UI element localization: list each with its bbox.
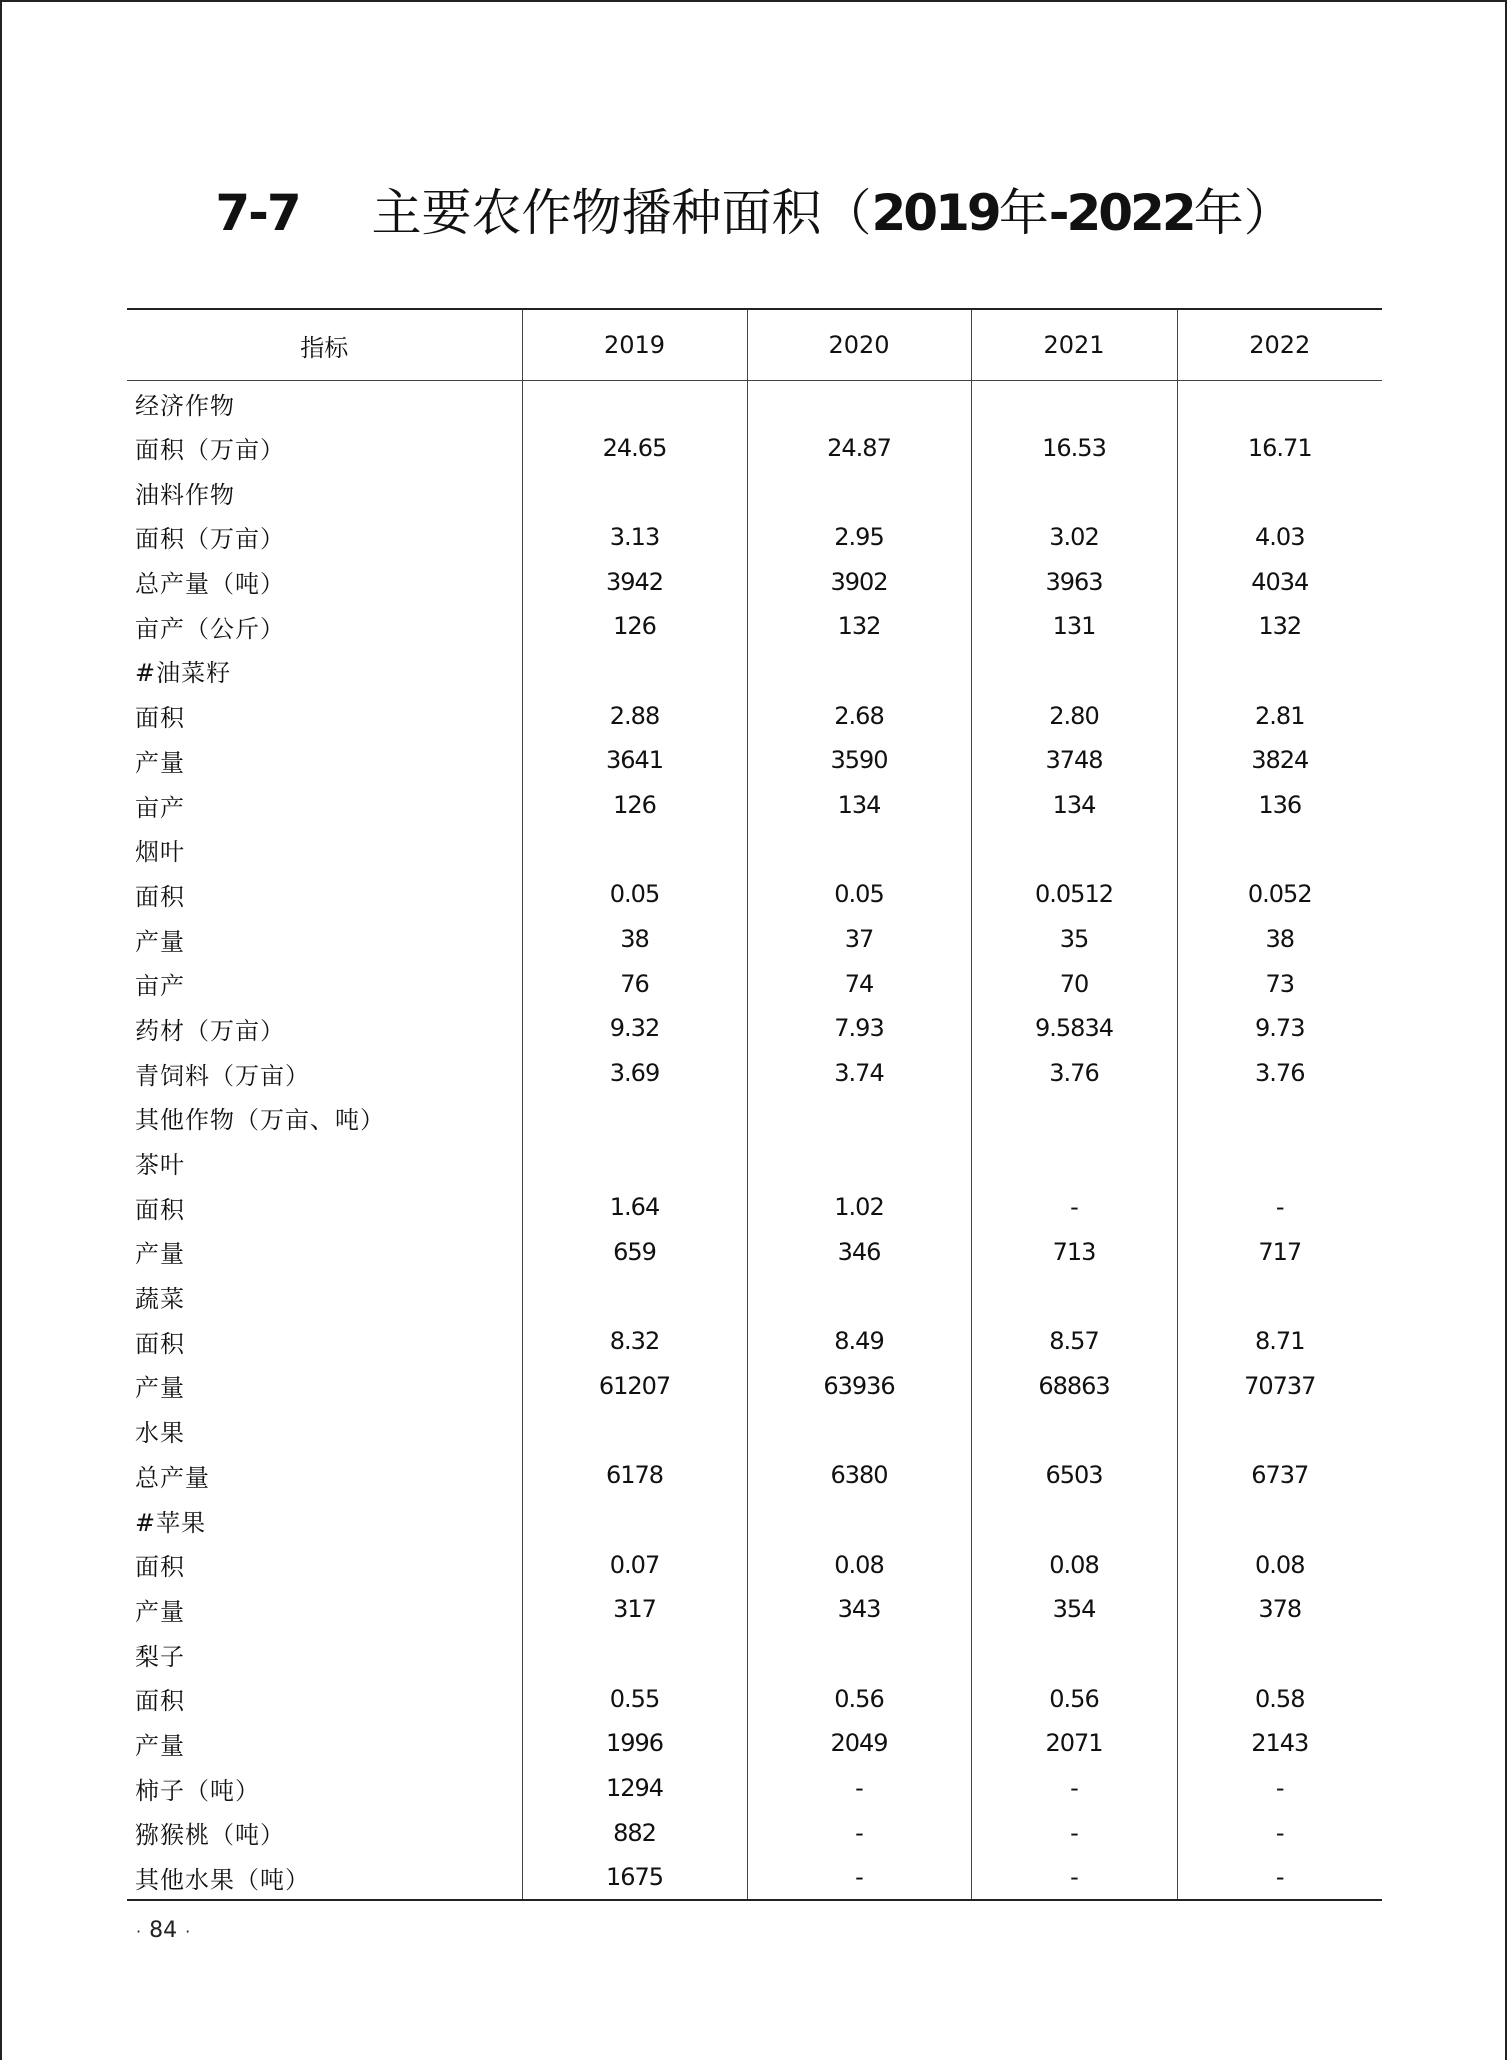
- row-value: 378: [1177, 1587, 1382, 1632]
- header-2021: 2021: [971, 309, 1177, 381]
- row-value: 0.05: [747, 872, 971, 917]
- table-number: 7-7: [215, 184, 300, 242]
- row-value: [522, 470, 747, 515]
- row-label: 其他作物（万亩、吨）: [135, 1106, 385, 1135]
- row-value: 9.73: [1177, 1006, 1382, 1051]
- table-row: [127, 1185, 1382, 1230]
- row-value: [522, 1274, 747, 1319]
- row-label: 茶叶: [135, 1151, 185, 1180]
- row-value: 0.56: [971, 1676, 1177, 1721]
- row-value: 7.93: [747, 1006, 971, 1051]
- row-value: 73: [1177, 961, 1382, 1006]
- row-value: [747, 1140, 971, 1185]
- row-label: 面积（万亩）: [135, 525, 285, 554]
- row-value: 63936: [747, 1364, 971, 1409]
- row-value: 3963: [971, 559, 1177, 604]
- row-value: -: [1177, 1766, 1382, 1811]
- row-label: 猕猴桃（吨）: [135, 1821, 285, 1850]
- row-value: [971, 1632, 1177, 1677]
- row-value: 3641: [522, 738, 747, 783]
- row-value: [1177, 1632, 1382, 1677]
- row-value: [1177, 827, 1382, 872]
- row-label: 面积: [135, 882, 185, 911]
- row-value: 4034: [1177, 559, 1382, 604]
- row-value: [747, 1632, 971, 1677]
- header-2019: 2019: [522, 309, 747, 381]
- row-value: [971, 1498, 1177, 1543]
- row-value: [747, 1408, 971, 1453]
- page-title: [0, 178, 1509, 248]
- table-row: [127, 1766, 1382, 1811]
- row-value: [747, 649, 971, 694]
- table-row: [127, 783, 1382, 828]
- row-value: 38: [522, 917, 747, 962]
- table-row: [127, 425, 1382, 470]
- row-label: 产量: [135, 1374, 185, 1403]
- row-label: #油菜籽: [135, 659, 232, 688]
- row-value: 3.74: [747, 1051, 971, 1096]
- table-row: [127, 604, 1382, 649]
- table-row: [127, 1096, 1382, 1141]
- row-value: 3.02: [971, 515, 1177, 560]
- row-value: 8.32: [522, 1319, 747, 1364]
- row-value: 131: [971, 604, 1177, 649]
- table-row: [127, 1006, 1382, 1051]
- row-value: [1177, 1096, 1382, 1141]
- row-value: 61207: [522, 1364, 747, 1409]
- row-value: 132: [1177, 604, 1382, 649]
- page-dot-left: ·: [136, 1922, 142, 1941]
- row-value: [1177, 381, 1382, 426]
- row-value: 24.65: [522, 425, 747, 470]
- row-value: [971, 649, 1177, 694]
- row-value: 1675: [522, 1855, 747, 1900]
- row-label: 亩产（公斤）: [135, 614, 285, 643]
- row-value: [747, 1096, 971, 1141]
- page-dot-right: ·: [185, 1922, 191, 1941]
- row-value: 2.95: [747, 515, 971, 560]
- row-value: 882: [522, 1811, 747, 1856]
- title-text: 主要农作物播种面积（: [371, 184, 872, 242]
- row-value: 717: [1177, 1230, 1382, 1275]
- table-row: [127, 1453, 1382, 1498]
- table-row: [127, 917, 1382, 962]
- row-label: 产量: [135, 748, 185, 777]
- row-value: 1294: [522, 1766, 747, 1811]
- row-value: 0.58: [1177, 1676, 1382, 1721]
- row-label: 油料作物: [135, 480, 235, 509]
- row-value: -: [1177, 1185, 1382, 1230]
- row-value: -: [1177, 1811, 1382, 1856]
- row-label: 柿子（吨）: [135, 1776, 260, 1805]
- row-value: -: [971, 1855, 1177, 1900]
- row-value: [747, 470, 971, 515]
- row-value: -: [747, 1766, 971, 1811]
- row-value: -: [747, 1855, 971, 1900]
- row-value: 659: [522, 1230, 747, 1275]
- row-label: 总产量（吨）: [135, 570, 285, 599]
- table-row: [127, 470, 1382, 515]
- row-value: [522, 1140, 747, 1185]
- row-label: 其他水果（吨）: [127, 1855, 522, 1900]
- table-row: [127, 1408, 1382, 1453]
- row-value: 3590: [747, 738, 971, 783]
- row-label: 水果: [135, 1419, 185, 1448]
- row-value: 2143: [1177, 1721, 1382, 1766]
- row-value: 3902: [747, 559, 971, 604]
- row-value: 70: [971, 961, 1177, 1006]
- row-value: 136: [1177, 783, 1382, 828]
- row-value: 74: [747, 961, 971, 1006]
- row-value: 3824: [1177, 738, 1382, 783]
- table-row: [127, 559, 1382, 604]
- row-value: 38: [1177, 917, 1382, 962]
- row-label: 面积: [135, 1195, 185, 1224]
- row-value: 3.76: [1177, 1051, 1382, 1096]
- row-value: 35: [971, 917, 1177, 962]
- row-value: [522, 1632, 747, 1677]
- table-row: [127, 515, 1382, 560]
- row-value: 713: [971, 1230, 1177, 1275]
- row-value: 126: [522, 783, 747, 828]
- table-body: [127, 381, 1382, 1900]
- table-row: [127, 1721, 1382, 1766]
- row-value: 2.80: [971, 693, 1177, 738]
- row-value: -: [971, 1185, 1177, 1230]
- row-value: -: [1177, 1855, 1382, 1900]
- table-row: [127, 1364, 1382, 1409]
- row-value: 2.68: [747, 693, 971, 738]
- row-value: 8.49: [747, 1319, 971, 1364]
- page-footer: [128, 1918, 198, 1943]
- row-value: 3.69: [522, 1051, 747, 1096]
- row-label: 面积: [135, 704, 185, 733]
- title-year-char-close: 年）: [1193, 184, 1294, 242]
- row-value: 126: [522, 604, 747, 649]
- row-value: [522, 649, 747, 694]
- row-value: [971, 470, 1177, 515]
- row-value: [522, 827, 747, 872]
- row-label: 面积: [135, 1687, 185, 1716]
- row-label: 蔬菜: [135, 1285, 185, 1314]
- row-value: 70737: [1177, 1364, 1382, 1409]
- row-value: 0.0512: [971, 872, 1177, 917]
- row-value: 24.87: [747, 425, 971, 470]
- row-value: 76: [522, 961, 747, 1006]
- row-value: 9.5834: [971, 1006, 1177, 1051]
- table-row: [127, 649, 1382, 694]
- table-row: [127, 1319, 1382, 1364]
- row-label: 产量: [135, 927, 185, 956]
- row-label: 经济作物: [135, 391, 235, 420]
- row-value: [1177, 1498, 1382, 1543]
- row-value: 2.88: [522, 693, 747, 738]
- row-label: 亩产: [135, 972, 185, 1001]
- table-row: [127, 1140, 1382, 1185]
- table-row: [127, 1230, 1382, 1275]
- data-table: [127, 308, 1382, 1901]
- row-value: 6380: [747, 1453, 971, 1498]
- title-year-start: 2019: [871, 184, 999, 242]
- row-value: [971, 381, 1177, 426]
- row-value: 6178: [522, 1453, 747, 1498]
- header-indicator: 指标: [127, 309, 522, 381]
- table-row: [127, 381, 1382, 426]
- row-value: 346: [747, 1230, 971, 1275]
- row-value: 1.02: [747, 1185, 971, 1230]
- row-value: 2071: [971, 1721, 1177, 1766]
- row-value: [522, 1408, 747, 1453]
- row-value: 134: [747, 783, 971, 828]
- row-label: 面积: [135, 1553, 185, 1582]
- row-value: [971, 1096, 1177, 1141]
- table-row: [127, 1051, 1382, 1096]
- row-value: 8.71: [1177, 1319, 1382, 1364]
- row-label: 产量: [135, 1731, 185, 1760]
- row-value: 6503: [971, 1453, 1177, 1498]
- header-row: [127, 309, 1382, 381]
- row-value: 3.13: [522, 515, 747, 560]
- row-value: 2.81: [1177, 693, 1382, 738]
- title-year-char: 年: [998, 184, 1049, 242]
- table-row: [127, 1855, 1382, 1900]
- row-value: 3942: [522, 559, 747, 604]
- table-row: [127, 693, 1382, 738]
- row-value: 343: [747, 1587, 971, 1632]
- row-value: -: [971, 1811, 1177, 1856]
- row-label: 总产量: [135, 1463, 210, 1492]
- row-value: 132: [747, 604, 971, 649]
- row-value: 0.08: [1177, 1542, 1382, 1587]
- row-label: 梨子: [135, 1642, 185, 1671]
- row-label: 亩产: [135, 793, 185, 822]
- page-number: 84: [149, 1918, 178, 1943]
- row-label: 青饲料（万亩）: [135, 1061, 310, 1090]
- table-row: [127, 1811, 1382, 1856]
- row-value: [971, 1274, 1177, 1319]
- row-value: 0.052: [1177, 872, 1382, 917]
- row-value: 9.32: [522, 1006, 747, 1051]
- table-row: [127, 827, 1382, 872]
- header-2022: 2022: [1177, 309, 1382, 381]
- row-value: 134: [971, 783, 1177, 828]
- row-value: -: [747, 1811, 971, 1856]
- row-label: #苹果: [135, 1508, 207, 1537]
- title-dash: -: [1048, 184, 1067, 242]
- row-value: 2049: [747, 1721, 971, 1766]
- row-value: 6737: [1177, 1453, 1382, 1498]
- row-value: 8.57: [971, 1319, 1177, 1364]
- row-label: 产量: [135, 1240, 185, 1269]
- row-value: [971, 1408, 1177, 1453]
- row-value: [747, 1274, 971, 1319]
- row-label: 面积（万亩）: [135, 436, 285, 465]
- row-value: 317: [522, 1587, 747, 1632]
- table-row: [127, 1676, 1382, 1721]
- row-label: 产量: [135, 1597, 185, 1626]
- table-row: [127, 1498, 1382, 1543]
- row-value: [971, 1140, 1177, 1185]
- table-row: [127, 1587, 1382, 1632]
- row-value: 0.07: [522, 1542, 747, 1587]
- row-value: [1177, 1408, 1382, 1453]
- row-value: [1177, 1274, 1382, 1319]
- table-row: [127, 961, 1382, 1006]
- table-row: [127, 1632, 1382, 1677]
- row-value: 0.05: [522, 872, 747, 917]
- row-value: -: [971, 1766, 1177, 1811]
- row-value: 68863: [971, 1364, 1177, 1409]
- row-value: 16.53: [971, 425, 1177, 470]
- row-label: 药材（万亩）: [135, 1016, 285, 1045]
- header-2020: 2020: [747, 309, 971, 381]
- table-row: [127, 1542, 1382, 1587]
- row-value: [522, 381, 747, 426]
- row-value: [747, 827, 971, 872]
- row-value: [747, 1498, 971, 1543]
- title-year-end: 2022: [1066, 184, 1194, 242]
- row-value: [1177, 1140, 1382, 1185]
- row-label: 面积: [135, 1329, 185, 1358]
- table-row: [127, 872, 1382, 917]
- row-value: 37: [747, 917, 971, 962]
- row-value: 4.03: [1177, 515, 1382, 560]
- row-value: [747, 381, 971, 426]
- row-value: [971, 827, 1177, 872]
- row-value: 1996: [522, 1721, 747, 1766]
- row-label: 烟叶: [135, 838, 185, 867]
- row-value: 0.08: [747, 1542, 971, 1587]
- row-value: 3748: [971, 738, 1177, 783]
- row-value: 0.56: [747, 1676, 971, 1721]
- row-value: 3.76: [971, 1051, 1177, 1096]
- row-value: 16.71: [1177, 425, 1382, 470]
- row-value: [1177, 470, 1382, 515]
- table-row: [127, 1274, 1382, 1319]
- row-value: [522, 1498, 747, 1543]
- row-value: 1.64: [522, 1185, 747, 1230]
- table-row: [127, 738, 1382, 783]
- row-value: 354: [971, 1587, 1177, 1632]
- row-value: [1177, 649, 1382, 694]
- row-value: [522, 1096, 747, 1141]
- row-value: 0.08: [971, 1542, 1177, 1587]
- row-value: 0.55: [522, 1676, 747, 1721]
